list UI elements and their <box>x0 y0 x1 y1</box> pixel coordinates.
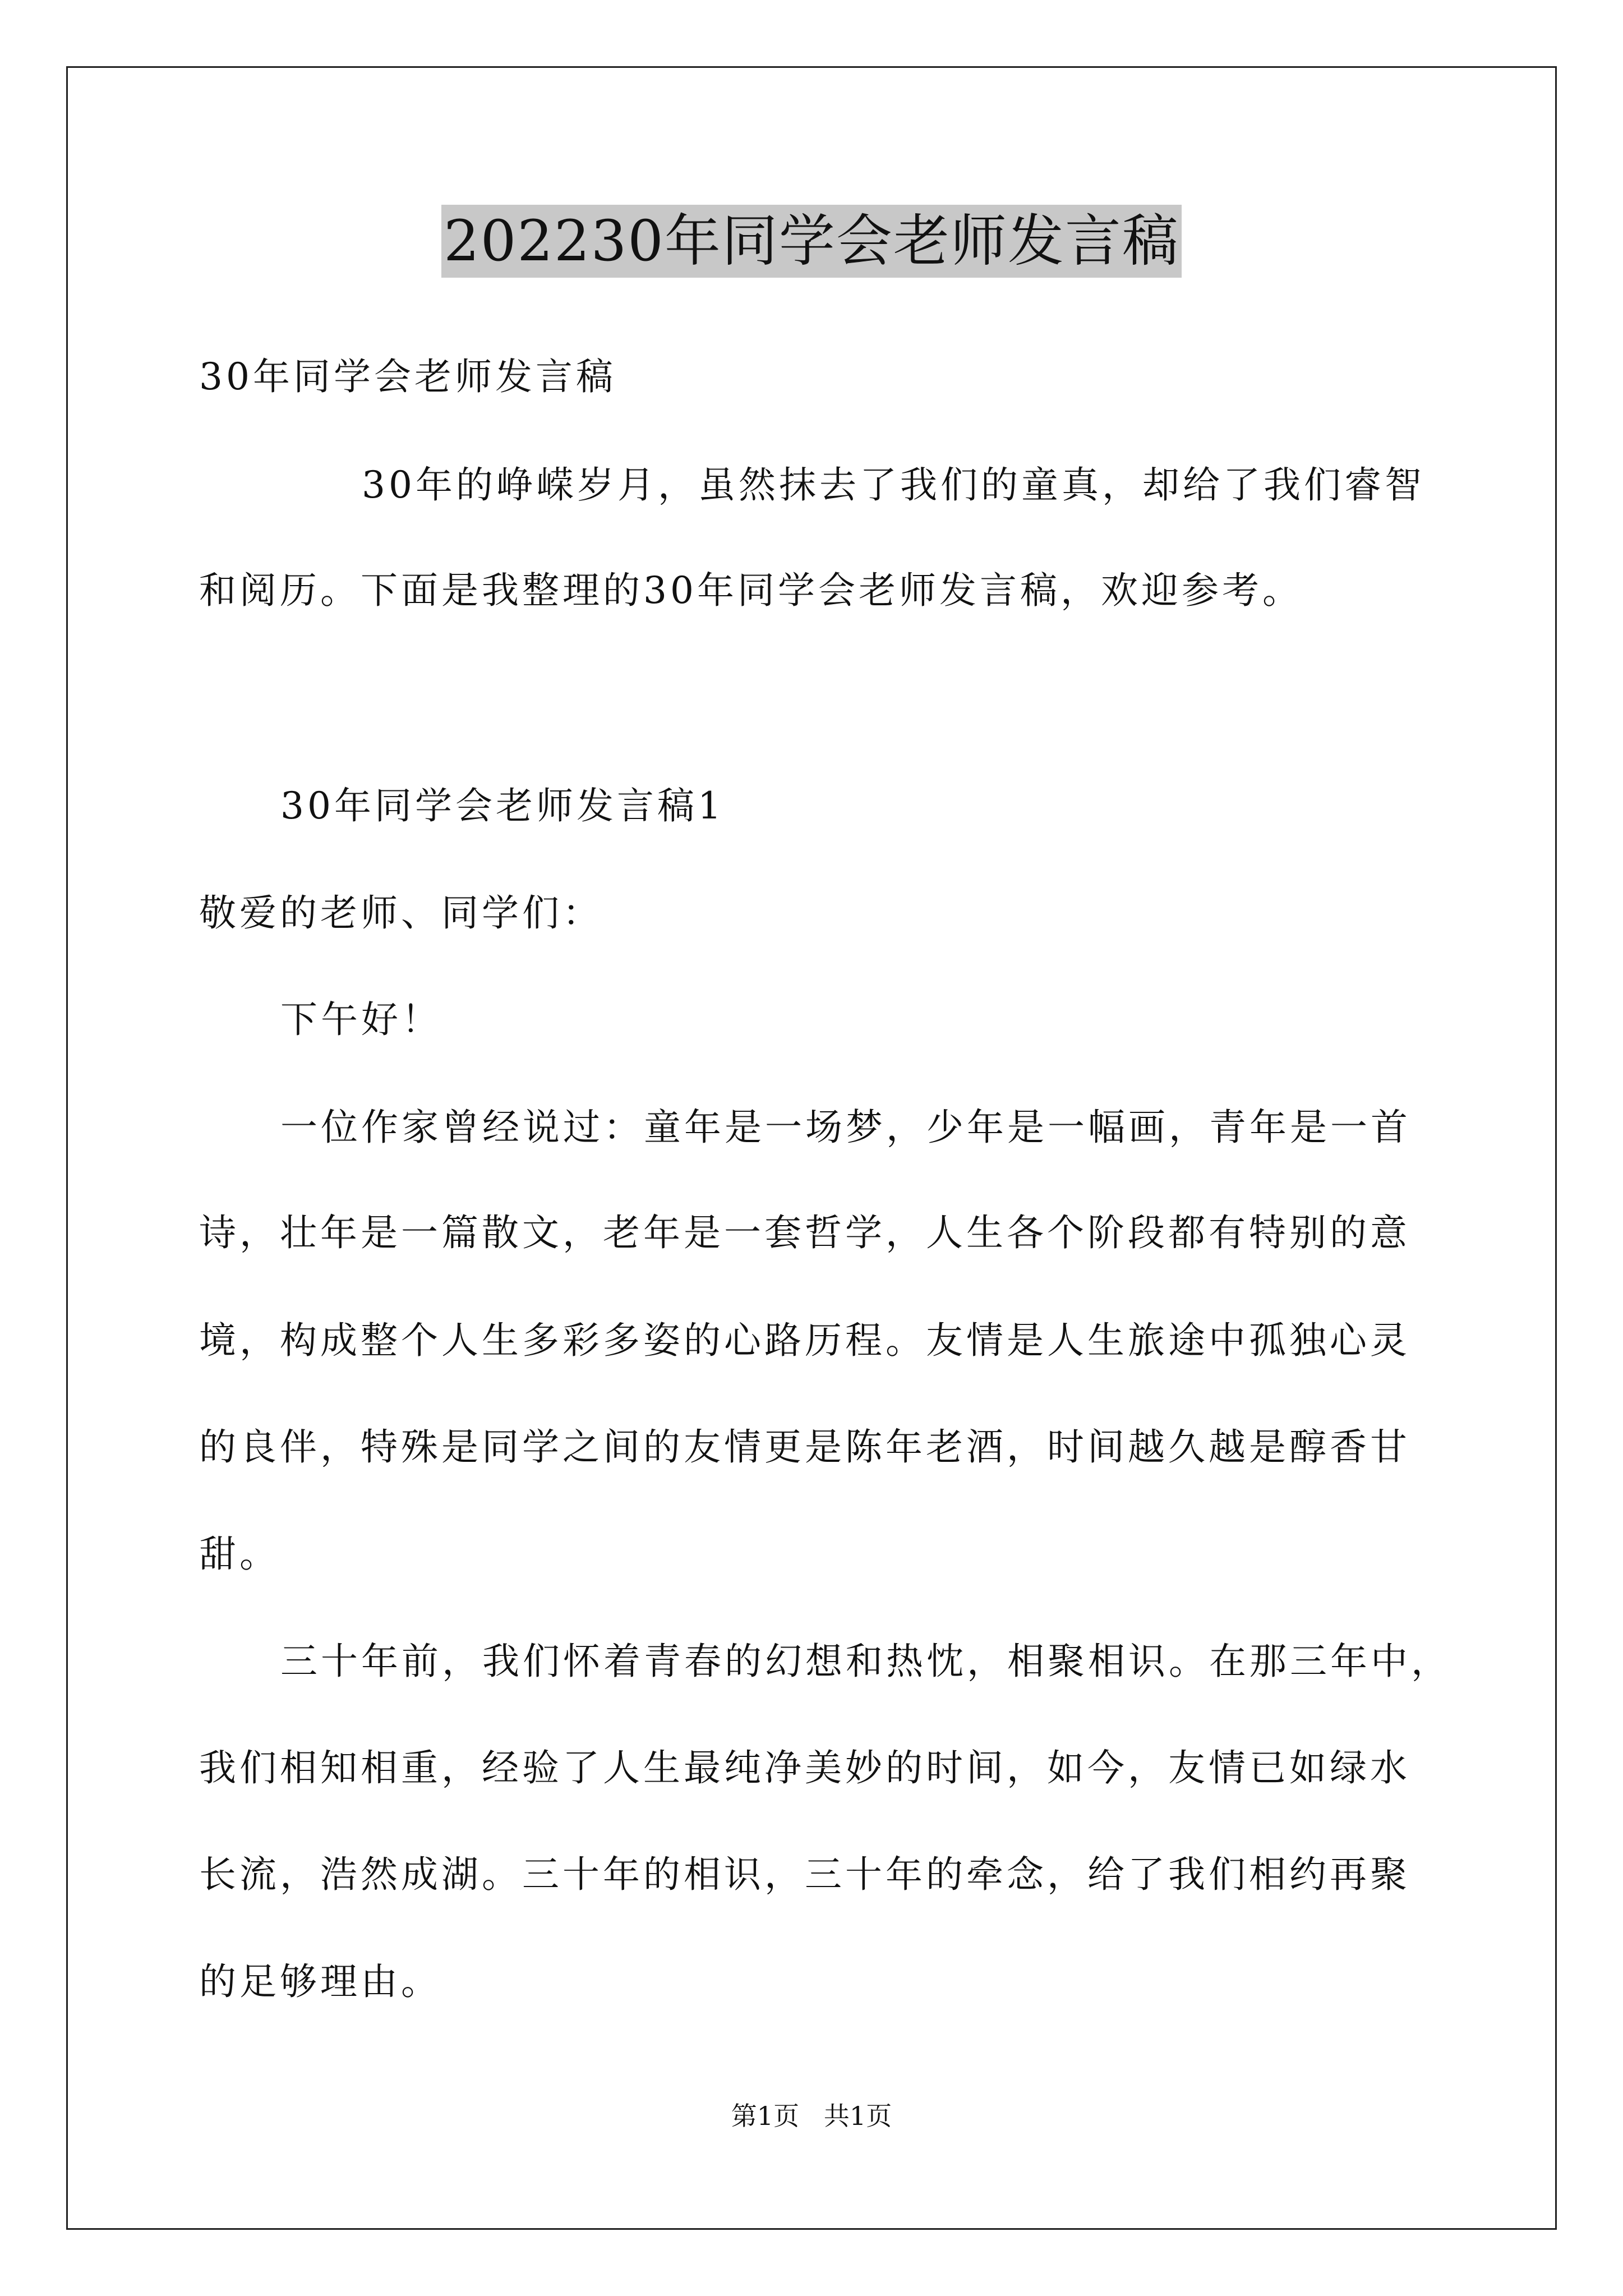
title-container <box>0 205 1623 278</box>
paragraph-line: 和阅历。下面是我整理的30年同学会老师发言稿，欢迎参考。 <box>199 569 1303 612</box>
paragraph-line: 三十年前，我们怀着青春的幻想和热忱，相聚相识。在那三年中， <box>280 1640 1451 1683</box>
paragraph-line: 一位作家曾经说过：童年是一场梦，少年是一幅画，青年是一首 <box>280 1106 1411 1149</box>
paragraph-line: 的足够理由。 <box>199 1960 441 2003</box>
salutation-line: 敬爱的老师、同学们： <box>199 891 603 935</box>
greeting-line: 下午好！ <box>280 998 442 1041</box>
paragraph-line: 长流，浩然成湖。三十年的相识，三十年的牵念，给了我们相约再聚 <box>199 1853 1410 1896</box>
document-title: 202230年同学会老师发言稿 <box>441 205 1182 278</box>
paragraph-line: 我们相知相重，经验了人生最纯净美妙的时间，如今，友情已如绿水 <box>199 1746 1410 1789</box>
paragraph-line: 甜。 <box>199 1533 280 1576</box>
paragraph-line: 30年的峥嵘岁月，虽然抹去了我们的童真，却给了我们睿智 <box>362 463 1425 507</box>
paragraph-line: 境，构成整个人生多彩多姿的心路历程。友情是人生旅途中孤独心灵 <box>199 1319 1410 1362</box>
paragraph-line: 诗，壮年是一篇散文，老年是一套哲学，人生各个阶段都有特别的意 <box>199 1211 1410 1254</box>
section-heading: 30年同学会老师发言稿1 <box>280 784 725 827</box>
subtitle-line: 30年同学会老师发言稿 <box>199 355 616 398</box>
paragraph-line: 的良伴，特殊是同学之间的友情更是陈年老酒，时间越久越是醇香甘 <box>199 1425 1410 1469</box>
page-footer: 第1页 共1页 <box>731 2101 892 2131</box>
